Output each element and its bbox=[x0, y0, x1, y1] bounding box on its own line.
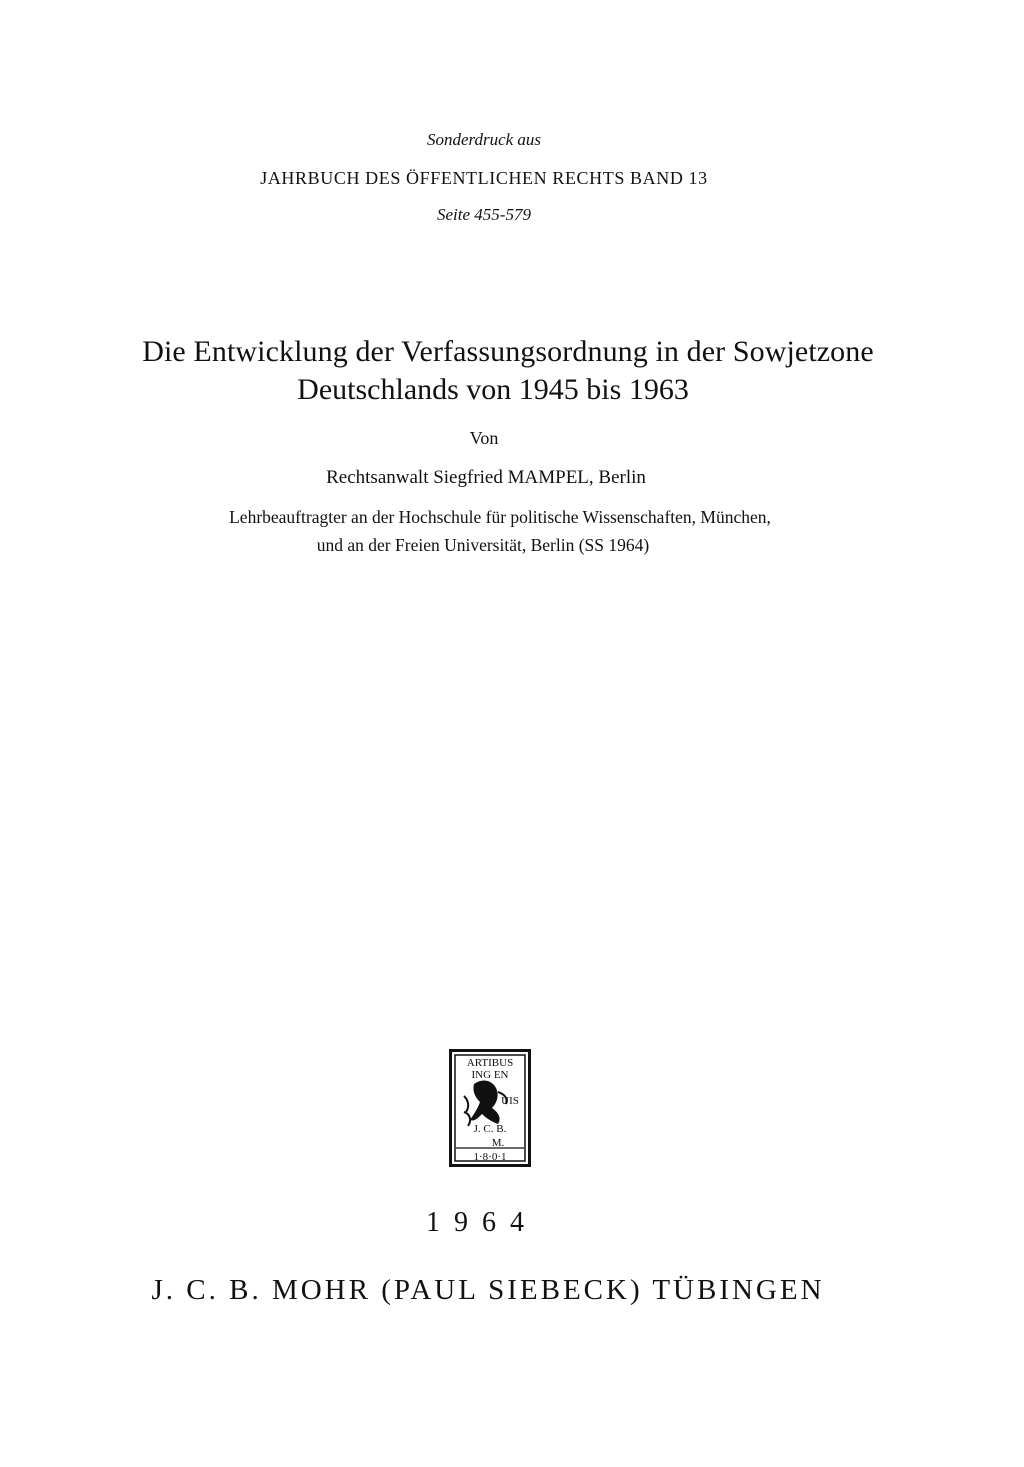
offprint-note: Sonderdruck aus bbox=[426, 130, 542, 149]
publisher-mark-text-4: J. C. B. bbox=[473, 1123, 507, 1135]
author-affiliation-line-2: und an der Freien Universität, Berlin (SS 1964) bbox=[316, 535, 650, 555]
document-title-line-2: Deutschlands von 1945 bis 1963 bbox=[297, 373, 689, 406]
journal-title: JAHRBUCH DES ÖFFENTLICHEN RECHTS BAND 13 bbox=[260, 168, 708, 188]
author-affiliation-line-1: Lehrbeauftragter an der Hochschule für politische Wissenschaften, München, bbox=[229, 507, 771, 527]
author-name: Rechtsanwalt Siegfried MAMPEL, Berlin bbox=[326, 467, 646, 488]
by-label: Von bbox=[469, 428, 499, 448]
publication-year: 1964 bbox=[426, 1207, 538, 1238]
publisher-mark-text-6: 1·8·0·1 bbox=[473, 1151, 507, 1163]
publisher-mark-logo bbox=[449, 1049, 531, 1167]
publisher-mark-text-3: UIS bbox=[501, 1095, 519, 1107]
page-range: Seite 455-579 bbox=[437, 205, 531, 224]
document-title-line-1: Die Entwicklung der Verfassungsordnung in der Sowjetzone bbox=[142, 335, 874, 368]
publisher-mark-text-2: ING EN bbox=[471, 1069, 509, 1081]
publisher-mark-text-5: M. bbox=[491, 1137, 505, 1149]
publisher-imprint: J. C. B. MOHR (PAUL SIEBECK) TÜBINGEN bbox=[151, 1274, 825, 1306]
publisher-mark-text-1: ARTIBUS bbox=[466, 1057, 514, 1069]
